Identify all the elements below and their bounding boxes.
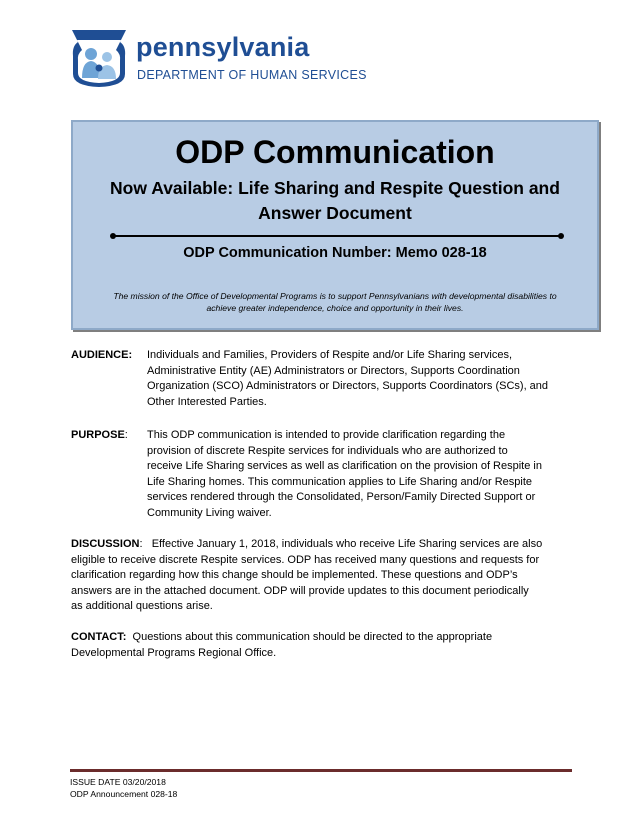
logo-department: DEPARTMENT OF HUMAN SERVICES	[137, 68, 367, 82]
discussion-line: clarification regarding how this change should be implemented. These questions and ODP’s	[71, 569, 518, 581]
audience-line: Other Interested Parties.	[147, 395, 267, 408]
audience-section	[71, 348, 571, 412]
footer	[70, 776, 177, 800]
rule-endpoint-dot	[558, 233, 564, 239]
purpose-line: provision of discrete Respite services for individuals who are authorized to	[147, 444, 508, 457]
purpose-line: Community Living waiver.	[147, 506, 272, 519]
footer-rule	[70, 769, 572, 772]
divider-rule	[113, 235, 561, 237]
audience-line: Organization (SCO) Administrators or Directors, Supports Coordinators (SCs), and	[147, 380, 549, 392]
discussion-section	[71, 537, 591, 615]
purpose-line: Life Sharing homes. This communication applies to Life Sharing and/or Respite	[147, 475, 533, 488]
announcement-number: ODP Announcement 028-18	[70, 789, 178, 799]
discussion-label-colon: :	[139, 538, 143, 550]
page-title: ODP Communication	[175, 134, 495, 170]
contact-line: Questions about this communication should be directed to the appropriate	[126, 631, 493, 643]
contact-line: Developmental Programs Regional Office.	[71, 646, 277, 659]
purpose-label	[71, 428, 128, 444]
subtitle-line-2: Answer Document	[258, 203, 412, 223]
audience-line: Administrative Entity (AE) Administrators or Directors, Supports Coordination	[147, 364, 520, 377]
mission-line-2: achieve greater independence, choice and opportunity in their lives.	[206, 303, 464, 313]
purpose-line: services rendered through the Consolidated, Person/Family Directed Support or	[147, 491, 536, 503]
memo-subtitle	[83, 176, 587, 226]
logo-wordmark: pennsylvania	[136, 32, 310, 62]
discussion-line: eligible to receive discrete Respite services. ODP has received many questions and requests for	[71, 553, 540, 566]
purpose-line: receive Life Sharing services as well as clarification on the provision of Respite in	[147, 460, 542, 472]
discussion-line: Effective January 1, 2018, individuals who receive Life Sharing services are also	[142, 538, 543, 550]
discussion-line: as additional questions arise.	[71, 600, 213, 612]
contact-first-line	[71, 630, 591, 646]
contact-section	[71, 630, 591, 661]
audience-text	[147, 348, 577, 410]
discussion-line: answers are in the attached document. ODP will provide updates to this document periodically	[71, 584, 529, 597]
purpose-section	[71, 428, 571, 523]
contact-label: CONTACT:	[71, 631, 127, 643]
discussion-label: DISCUSSION	[71, 538, 140, 550]
audience-line: Individuals and Families, Providers of Respite and/or Life Sharing services,	[147, 349, 513, 361]
purpose-label-colon: :	[124, 429, 128, 441]
audience-label: AUDIENCE:	[71, 349, 133, 361]
subtitle-line-1: Now Available: Life Sharing and Respite Question and	[110, 178, 560, 198]
purpose-label-text: PURPOSE	[71, 429, 125, 441]
discussion-first-line	[71, 537, 591, 553]
communication-header-box	[71, 120, 599, 330]
purpose-line: This ODP communication is intended to provide clarification regarding the	[147, 429, 506, 441]
rule-endpoint-dot	[110, 233, 116, 239]
keystone-family-icon	[70, 28, 128, 88]
pa-dhs-logo	[70, 28, 370, 90]
mission-line-1: The mission of the Office of Developmental Programs is to support Pennsylvanians with developmental disabilities to	[113, 291, 557, 301]
communication-number: ODP Communication Number: Memo 028-18	[183, 245, 487, 261]
issue-date: ISSUE DATE 03/20/2018	[70, 777, 166, 787]
purpose-text	[147, 428, 577, 521]
mission-statement	[81, 290, 589, 314]
